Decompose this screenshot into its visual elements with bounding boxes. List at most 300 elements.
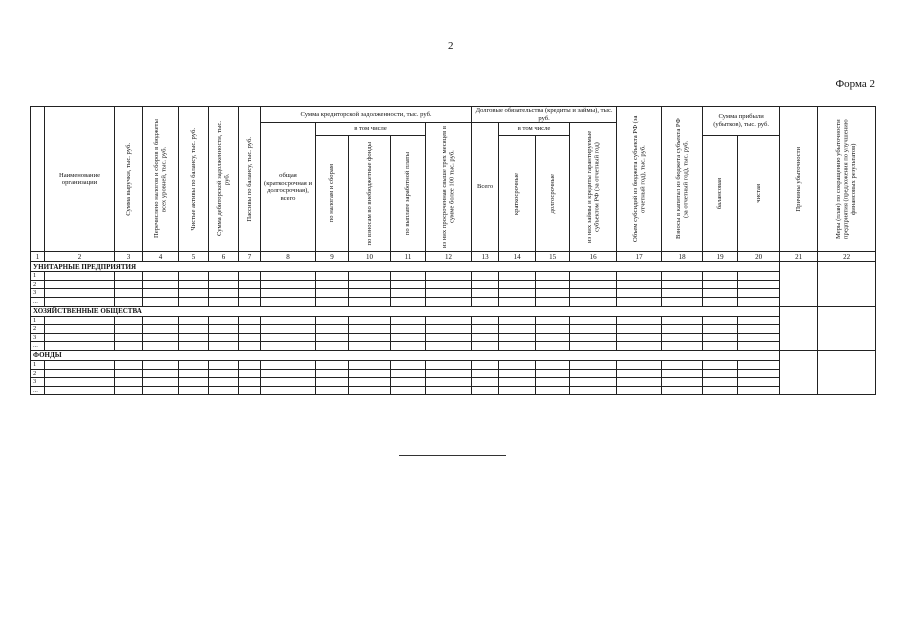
table-cell[interactable] [316, 280, 349, 289]
reasons-cell[interactable] [780, 306, 818, 350]
table-cell[interactable] [391, 369, 426, 378]
table-row [31, 378, 876, 387]
reasons-cell[interactable] [780, 262, 818, 306]
table-cell[interactable] [349, 289, 391, 298]
table-cell[interactable] [738, 289, 780, 298]
table-cell[interactable] [617, 289, 662, 298]
table-cell[interactable] [143, 280, 179, 289]
measures-cell[interactable] [818, 262, 876, 306]
table-cell[interactable] [261, 378, 316, 387]
table-cell[interactable] [617, 378, 662, 387]
table-cell[interactable] [426, 272, 472, 281]
table-cell[interactable] [570, 316, 617, 325]
col-liabilities-header [239, 107, 261, 252]
table-cell[interactable] [349, 360, 391, 369]
table-cell[interactable] [738, 386, 780, 395]
table-cell[interactable] [662, 325, 703, 334]
table-cell[interactable] [426, 369, 472, 378]
table-cell[interactable] [316, 342, 349, 351]
table-cell[interactable] [143, 272, 179, 281]
table-cell[interactable] [472, 280, 499, 289]
table-cell[interactable] [472, 386, 499, 395]
debt-including-header: в том числе [499, 123, 570, 136]
table-cell[interactable] [536, 280, 570, 289]
column-number: 10 [349, 252, 391, 262]
table-cell[interactable] [703, 289, 738, 298]
table-cell[interactable] [316, 369, 349, 378]
table-cell[interactable] [239, 272, 261, 281]
table-cell[interactable] [261, 333, 316, 342]
section-row [31, 350, 876, 360]
row-number: 1 [31, 272, 45, 281]
table-cell[interactable] [662, 316, 703, 325]
table-cell[interactable] [738, 272, 780, 281]
table-cell[interactable] [239, 369, 261, 378]
table-cell[interactable] [662, 289, 703, 298]
table-cell[interactable] [472, 316, 499, 325]
table-cell[interactable] [209, 333, 239, 342]
table-cell[interactable] [349, 297, 391, 306]
table-cell[interactable] [499, 280, 536, 289]
table-cell[interactable] [536, 289, 570, 298]
table-cell[interactable] [316, 316, 349, 325]
table-row [31, 386, 876, 395]
column-number: 14 [499, 252, 536, 262]
table-cell[interactable] [209, 342, 239, 351]
table-cell[interactable] [115, 342, 143, 351]
table-cell[interactable] [738, 360, 780, 369]
table-cell[interactable] [316, 272, 349, 281]
col-receivables-label: Сумма дебиторской задолженности, тыс. руб. [215, 121, 231, 237]
table-cell[interactable] [426, 360, 472, 369]
table-cell[interactable] [179, 378, 209, 387]
table-cell[interactable] [209, 272, 239, 281]
table-cell[interactable] [391, 386, 426, 395]
table-cell[interactable] [239, 378, 261, 387]
table-cell[interactable] [316, 360, 349, 369]
table-cell[interactable] [179, 289, 209, 298]
table-cell[interactable] [662, 386, 703, 395]
payables-wages-label: по выплате заработной платы [404, 152, 412, 236]
table-cell[interactable] [499, 360, 536, 369]
col-reasons-header [780, 107, 818, 252]
row-number: 2 [31, 325, 45, 334]
table-cell[interactable] [391, 316, 426, 325]
table-cell[interactable] [662, 369, 703, 378]
table-cell[interactable] [261, 360, 316, 369]
table-cell[interactable] [426, 325, 472, 334]
table-cell[interactable] [143, 297, 179, 306]
table-cell[interactable] [391, 342, 426, 351]
table-cell[interactable] [536, 369, 570, 378]
table-cell[interactable] [499, 297, 536, 306]
table-cell[interactable] [261, 280, 316, 289]
table-cell[interactable] [115, 297, 143, 306]
table-cell[interactable] [261, 297, 316, 306]
table-cell[interactable] [536, 386, 570, 395]
table-cell[interactable] [179, 280, 209, 289]
table-cell[interactable] [703, 297, 738, 306]
table-cell[interactable] [179, 386, 209, 395]
table-cell[interactable] [499, 289, 536, 298]
column-number: 18 [662, 252, 703, 262]
table-cell[interactable] [617, 297, 662, 306]
table-cell[interactable] [738, 297, 780, 306]
table-cell[interactable] [239, 280, 261, 289]
column-number: 5 [179, 252, 209, 262]
payables-total-header: общая (краткосрочная и долгосрочная), всего [261, 123, 316, 252]
table-cell[interactable] [472, 378, 499, 387]
table-cell[interactable] [349, 333, 391, 342]
group-profit-header: Сумма прибыли (убытков), тыс. руб. [703, 107, 780, 136]
col-measures-label: Меры (план) по сокращению убыточности предприятия (предложения по улучшению финансовых результатов) [835, 119, 858, 239]
table-cell[interactable] [536, 325, 570, 334]
table-cell[interactable] [143, 342, 179, 351]
table-cell[interactable] [703, 316, 738, 325]
table-cell[interactable] [472, 369, 499, 378]
table-cell[interactable] [426, 316, 472, 325]
table-cell[interactable] [45, 378, 115, 387]
payables-including-header: в том числе [316, 123, 426, 136]
table-row [31, 272, 876, 281]
col-org-name-header: Наименование организации [45, 107, 115, 252]
table-cell[interactable] [499, 369, 536, 378]
table-cell[interactable] [570, 386, 617, 395]
table-cell[interactable] [143, 333, 179, 342]
table-cell[interactable] [209, 325, 239, 334]
table-cell[interactable] [536, 297, 570, 306]
table-cell[interactable] [499, 316, 536, 325]
table-cell[interactable] [316, 297, 349, 306]
table-cell[interactable] [536, 360, 570, 369]
table-cell[interactable] [239, 333, 261, 342]
table-cell[interactable] [703, 342, 738, 351]
table-cell[interactable] [179, 342, 209, 351]
section-title: ХОЗЯЙСТВЕННЫЕ ОБЩЕСТВА [31, 306, 780, 316]
table-cell[interactable] [239, 386, 261, 395]
profit-balance-label: балансовая [716, 177, 724, 210]
column-number: 20 [738, 252, 780, 262]
table-cell[interactable] [209, 289, 239, 298]
column-number: 15 [536, 252, 570, 262]
table-cell[interactable] [738, 333, 780, 342]
table-cell[interactable] [738, 280, 780, 289]
table-cell[interactable] [115, 316, 143, 325]
payables-funds-label: по взносам во внебюджетные фонды [365, 141, 373, 246]
table-cell[interactable] [426, 342, 472, 351]
table-cell[interactable] [349, 325, 391, 334]
table-cell[interactable] [738, 342, 780, 351]
table-row [31, 333, 876, 342]
table-cell[interactable] [45, 316, 115, 325]
table-cell[interactable] [349, 378, 391, 387]
table-cell[interactable] [209, 369, 239, 378]
table-cell[interactable] [499, 272, 536, 281]
table-cell[interactable] [349, 272, 391, 281]
group-debt-header: Долговые обязательства (кредиты и займы), тыс. руб. [472, 107, 617, 123]
table-cell[interactable] [426, 297, 472, 306]
table-cell[interactable] [570, 325, 617, 334]
table-cell[interactable] [570, 289, 617, 298]
table-cell[interactable] [617, 360, 662, 369]
col-taxes-label: Перечислено налогов и сборов в бюджеты всех уровней, тыс. руб. [152, 119, 168, 239]
table-cell[interactable] [179, 272, 209, 281]
table-cell[interactable] [349, 369, 391, 378]
table-cell[interactable] [316, 289, 349, 298]
table-cell[interactable] [472, 325, 499, 334]
table-cell[interactable] [209, 297, 239, 306]
table-cell[interactable] [261, 325, 316, 334]
table-cell[interactable] [536, 342, 570, 351]
table-cell[interactable] [662, 342, 703, 351]
table-cell[interactable] [570, 280, 617, 289]
table-row [31, 297, 876, 306]
column-number: 2 [45, 252, 115, 262]
table-cell[interactable] [391, 272, 426, 281]
table-cell[interactable] [261, 369, 316, 378]
table-cell[interactable] [738, 369, 780, 378]
table-cell[interactable] [115, 272, 143, 281]
table-cell[interactable] [570, 333, 617, 342]
row-number: 1 [31, 360, 45, 369]
col-liabilities-label: Пассивы по балансу, тыс. руб. [245, 136, 253, 222]
table-cell[interactable] [472, 297, 499, 306]
reasons-cell[interactable] [780, 350, 818, 394]
table-cell[interactable] [115, 386, 143, 395]
table-cell[interactable] [662, 272, 703, 281]
table-cell[interactable] [115, 280, 143, 289]
table-cell[interactable] [472, 272, 499, 281]
table-cell[interactable] [115, 378, 143, 387]
table-cell[interactable] [662, 378, 703, 387]
table-cell[interactable] [426, 386, 472, 395]
table-cell[interactable] [115, 289, 143, 298]
table-cell[interactable] [115, 360, 143, 369]
table-cell[interactable] [570, 360, 617, 369]
table-cell[interactable] [239, 342, 261, 351]
table-cell[interactable] [143, 369, 179, 378]
column-number-row [31, 252, 876, 262]
table-cell[interactable] [179, 369, 209, 378]
table-cell[interactable] [391, 297, 426, 306]
table-cell[interactable] [45, 280, 115, 289]
debt-total-header: Всего [472, 123, 499, 252]
table-cell[interactable] [45, 386, 115, 395]
table-cell[interactable] [703, 325, 738, 334]
table-row [31, 342, 876, 351]
payables-overdue-label: из них просроченная свыше трех месяцев в сумме более 100 тыс. руб. [440, 126, 456, 249]
table-row [31, 360, 876, 369]
table-cell[interactable] [45, 289, 115, 298]
table-cell[interactable] [391, 289, 426, 298]
table-cell[interactable] [391, 325, 426, 334]
table-cell[interactable] [536, 333, 570, 342]
table-cell[interactable] [391, 360, 426, 369]
table-cell[interactable] [499, 386, 536, 395]
table-cell[interactable] [349, 280, 391, 289]
table-cell[interactable] [239, 325, 261, 334]
table-cell[interactable] [179, 325, 209, 334]
table-cell[interactable] [179, 297, 209, 306]
table-cell[interactable] [391, 378, 426, 387]
row-number: 3 [31, 289, 45, 298]
table-cell[interactable] [617, 316, 662, 325]
table-cell[interactable] [209, 360, 239, 369]
table-cell[interactable] [179, 333, 209, 342]
table-cell[interactable] [703, 360, 738, 369]
table-cell[interactable] [570, 272, 617, 281]
table-cell[interactable] [617, 369, 662, 378]
table-cell[interactable] [570, 369, 617, 378]
table-cell[interactable] [349, 316, 391, 325]
col-subsidies-header [617, 107, 662, 252]
table-cell[interactable] [179, 316, 209, 325]
table-cell[interactable] [617, 272, 662, 281]
table-cell[interactable] [426, 333, 472, 342]
table-cell[interactable] [703, 333, 738, 342]
table-cell[interactable] [570, 342, 617, 351]
table-row [31, 369, 876, 378]
table-cell[interactable] [115, 333, 143, 342]
table-cell[interactable] [472, 342, 499, 351]
debt-short-header [499, 136, 536, 252]
table-cell[interactable] [738, 378, 780, 387]
table-cell[interactable] [45, 325, 115, 334]
table-cell[interactable] [617, 333, 662, 342]
table-cell[interactable] [703, 369, 738, 378]
table-cell[interactable] [45, 297, 115, 306]
payables-wages-header [391, 136, 426, 252]
table-cell[interactable] [143, 386, 179, 395]
table-cell[interactable] [617, 280, 662, 289]
table-cell[interactable] [45, 333, 115, 342]
table-cell[interactable] [349, 386, 391, 395]
table-cell[interactable] [349, 342, 391, 351]
column-number: 4 [143, 252, 179, 262]
payables-funds-header [349, 136, 391, 252]
footer-divider [399, 455, 506, 456]
payables-overdue-header [426, 123, 472, 252]
table-cell[interactable] [499, 378, 536, 387]
table-cell[interactable] [499, 342, 536, 351]
column-number: 12 [426, 252, 472, 262]
table-cell[interactable] [536, 272, 570, 281]
column-number: 22 [818, 252, 876, 262]
table-cell[interactable] [662, 360, 703, 369]
table-cell[interactable] [499, 325, 536, 334]
debt-long-header [536, 136, 570, 252]
table-cell[interactable] [426, 378, 472, 387]
table-cell[interactable] [143, 325, 179, 334]
table-cell[interactable] [239, 289, 261, 298]
measures-cell[interactable] [818, 306, 876, 350]
debt-guaranteed-header [570, 123, 617, 252]
table-cell[interactable] [261, 316, 316, 325]
column-number: 21 [780, 252, 818, 262]
table-cell[interactable] [261, 386, 316, 395]
table-cell[interactable] [570, 378, 617, 387]
table-cell[interactable] [115, 369, 143, 378]
table-cell[interactable] [536, 378, 570, 387]
table-cell[interactable] [179, 360, 209, 369]
table-cell[interactable] [472, 333, 499, 342]
table-cell[interactable] [261, 272, 316, 281]
table-cell[interactable] [115, 325, 143, 334]
table-cell[interactable] [617, 325, 662, 334]
table-cell[interactable] [209, 316, 239, 325]
column-number: 1 [31, 252, 45, 262]
table-cell[interactable] [391, 333, 426, 342]
table-row [31, 316, 876, 325]
table-cell[interactable] [472, 289, 499, 298]
table-cell[interactable] [703, 272, 738, 281]
table-cell[interactable] [703, 280, 738, 289]
table-cell[interactable] [536, 316, 570, 325]
table-cell[interactable] [239, 316, 261, 325]
table-cell[interactable] [391, 280, 426, 289]
table-cell[interactable] [662, 280, 703, 289]
payables-taxes-label: по налогам и сборам [328, 164, 336, 223]
table-cell[interactable] [662, 297, 703, 306]
col-taxes-header [143, 107, 179, 252]
table-cell[interactable] [261, 289, 316, 298]
table-cell[interactable] [738, 316, 780, 325]
table-cell[interactable] [316, 325, 349, 334]
table-cell[interactable] [209, 378, 239, 387]
table-cell[interactable] [570, 297, 617, 306]
table-cell[interactable] [316, 386, 349, 395]
col-net-assets-label: Чистые активы по балансу, тыс. руб. [189, 127, 197, 231]
table-cell[interactable] [426, 289, 472, 298]
table-cell[interactable] [316, 378, 349, 387]
table-cell[interactable] [45, 360, 115, 369]
table-cell[interactable] [261, 342, 316, 351]
table-cell[interactable] [209, 280, 239, 289]
table-cell[interactable] [617, 386, 662, 395]
col-subsidies-label: Объем субсидий из бюджета субъекта РФ (за отчетный год), тыс. руб. [631, 115, 647, 243]
table-cell[interactable] [143, 289, 179, 298]
debt-short-label: краткосрочные [513, 172, 521, 215]
measures-cell[interactable] [818, 350, 876, 394]
table-cell[interactable] [45, 369, 115, 378]
table-cell[interactable] [143, 360, 179, 369]
payables-taxes-header [316, 136, 349, 252]
table-cell[interactable] [45, 342, 115, 351]
table-cell[interactable] [426, 280, 472, 289]
table-cell[interactable] [703, 386, 738, 395]
table-row [31, 280, 876, 289]
table-cell[interactable] [45, 272, 115, 281]
table-cell[interactable] [143, 378, 179, 387]
row-number: 3 [31, 378, 45, 387]
col-capital-label: Взносы в капитал из бюджета субъекта РФ (за отчетный год), тыс. руб. [674, 118, 690, 240]
col-measures-header [818, 107, 876, 252]
table-cell[interactable] [738, 325, 780, 334]
table-cell[interactable] [703, 378, 738, 387]
table-cell[interactable] [316, 333, 349, 342]
column-number: 13 [472, 252, 499, 262]
table-cell[interactable] [662, 333, 703, 342]
table-cell[interactable] [239, 360, 261, 369]
table-cell[interactable] [472, 360, 499, 369]
table-cell[interactable] [617, 342, 662, 351]
col-index-header [31, 107, 45, 252]
col-capital-header [662, 107, 703, 252]
table-cell[interactable] [209, 386, 239, 395]
table-cell[interactable] [239, 297, 261, 306]
table-cell[interactable] [143, 316, 179, 325]
table-cell[interactable] [499, 333, 536, 342]
